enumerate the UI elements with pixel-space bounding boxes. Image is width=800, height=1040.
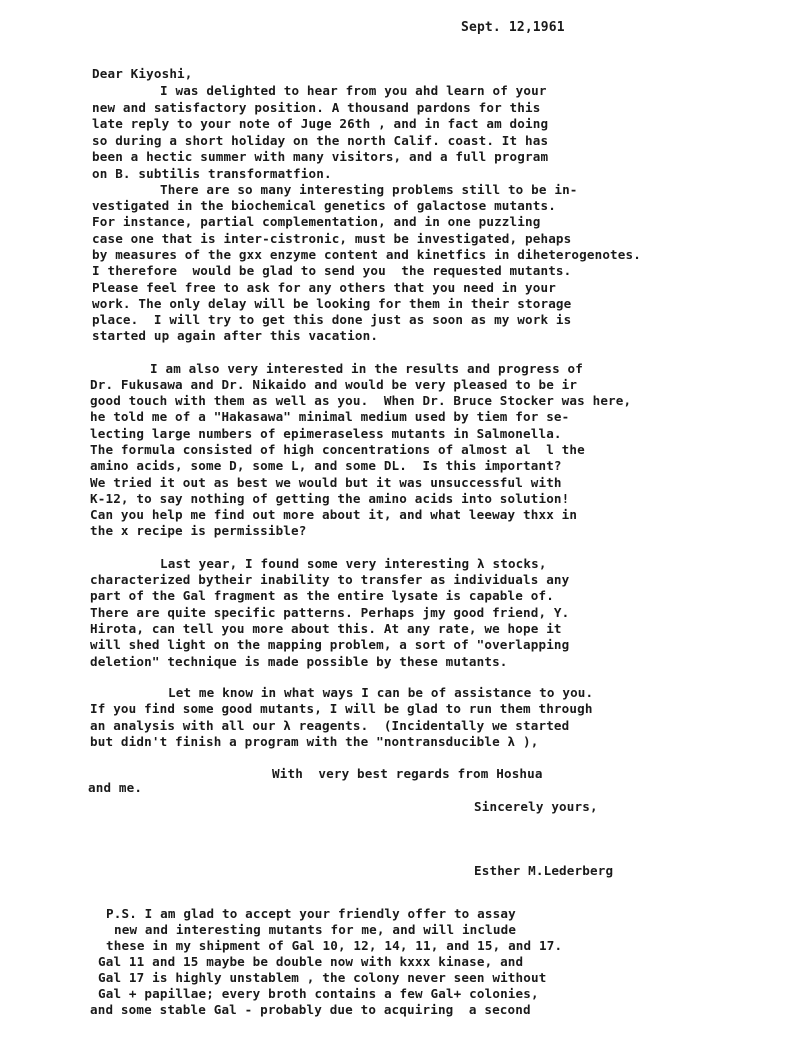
paragraph-line: There are so many interesting problems still to be in- xyxy=(160,182,578,197)
paragraph-line: We tried it out as best we would but it was unsuccessful with xyxy=(90,475,562,490)
paragraph-line: Can you help me find out more about it, and what leeway thxx in xyxy=(90,507,578,522)
closing-and-me: and me. xyxy=(88,780,143,795)
paragraph-line: will shed light on the mapping problem, a sort of "overlapping xyxy=(90,637,570,652)
paragraph-line: I was delighted to hear from you ahd learn of your xyxy=(160,83,547,98)
paragraph-line: K-12, to say nothing of getting the amino acids into solution! xyxy=(90,491,570,506)
paragraph-line: Let me know in what ways I can be of assistance to you. xyxy=(168,685,594,700)
paragraph-line: by measures of the gxx enzyme content and kinetfics in diheterogenotes. xyxy=(92,247,641,262)
closing-regards: With very best regards from Hoshua xyxy=(272,766,543,781)
postscript-line: Gal + papillae; every broth contains a few Gal+ colonies, xyxy=(98,986,539,1001)
paragraph-line: I am also very interested in the results and progress of xyxy=(150,361,583,376)
postscript-line: Gal 11 and 15 maybe be double now with kxxx kinase, and xyxy=(98,954,524,969)
paragraph-line: the x recipe is permissible? xyxy=(90,523,307,538)
paragraph-line: new and satisfactory position. A thousand pardons for this xyxy=(92,100,541,115)
postscript-line: Gal 17 is highly unstablem , the colony never seen without xyxy=(98,970,547,985)
postscript-line: P.S. I am glad to accept your friendly offer to assay xyxy=(106,906,516,921)
paragraph-line: place. I will try to get this done just as soon as my work is xyxy=(92,312,572,327)
paragraph-line: case one that is inter-cistronic, must be investigated, pehaps xyxy=(92,231,572,246)
paragraph-line: Please feel free to ask for any others that you need in your xyxy=(92,280,556,295)
postscript-line: these in my shipment of Gal 10, 12, 14, 11, and 15, and 17. xyxy=(106,938,563,953)
paragraph-line: amino acids, some D, some L, and some DL. Is this important? xyxy=(90,458,562,473)
paragraph-line: The formula consisted of high concentrations of almost al l the xyxy=(90,442,585,457)
paragraph-line: been a hectic summer with many visitors, and a full program xyxy=(92,149,549,164)
paragraph-line: characterized bytheir inability to transfer as individuals any xyxy=(90,572,570,587)
paragraph-line: Hirota, can tell you more about this. At any rate, we hope it xyxy=(90,621,562,636)
letter-date: Sept. 12,1961 xyxy=(461,20,565,35)
paragraph-line: deletion" technique is made possible by these mutants. xyxy=(90,654,508,669)
paragraph-line: Last year, I found some very interesting λ stocks, xyxy=(160,556,547,571)
paragraph-line: I therefore would be glad to send you the requested mutants. xyxy=(92,263,572,278)
postscript-line: and some stable Gal - probably due to acquiring a second xyxy=(90,1002,531,1017)
paragraph-line: Dr. Fukusawa and Dr. Nikaido and would be very pleased to be ir xyxy=(90,377,578,392)
paragraph-line: For instance, partial complementation, and in one puzzling xyxy=(92,214,541,229)
paragraph-line: vestigated in the biochemical genetics of galactose mutants. xyxy=(92,198,556,213)
paragraph-line: work. The only delay will be looking for them in their storage xyxy=(92,296,572,311)
paragraph-line: lecting large numbers of epimeraseless mutants in Salmonella. xyxy=(90,426,562,441)
sign-off: Sincerely yours, xyxy=(474,799,598,814)
signature-name: Esther M.Lederberg xyxy=(474,863,614,878)
paragraph-line: on B. subtilis transformatfion. xyxy=(92,166,332,181)
paragraph-line: started up again after this vacation. xyxy=(92,328,379,343)
paragraph-line: but didn't finish a program with the "nontransducible λ ), xyxy=(90,734,539,749)
paragraph-line: late reply to your note of Juge 26th , and in fact am doing xyxy=(92,116,549,131)
paragraph-line: he told me of a "Hakasawa" minimal medium used by tiem for se- xyxy=(90,409,570,424)
paragraph-line: part of the Gal fragment as the entire lysate is capable of. xyxy=(90,588,554,603)
paragraph-line: If you find some good mutants, I will be glad to run them through xyxy=(90,701,593,716)
paragraph-line: good touch with them as well as you. When Dr. Bruce Stocker was here, xyxy=(90,393,632,408)
salutation: Dear Kiyoshi, xyxy=(92,66,193,81)
paragraph-line: an analysis with all our λ reagents. (Incidentally we started xyxy=(90,718,570,733)
paragraph-line: There are quite specific patterns. Perhaps jmy good friend, Y. xyxy=(90,605,570,620)
paragraph-line: so during a short holiday on the north Calif. coast. It has xyxy=(92,133,549,148)
postscript-line: new and interesting mutants for me, and will include xyxy=(114,922,517,937)
